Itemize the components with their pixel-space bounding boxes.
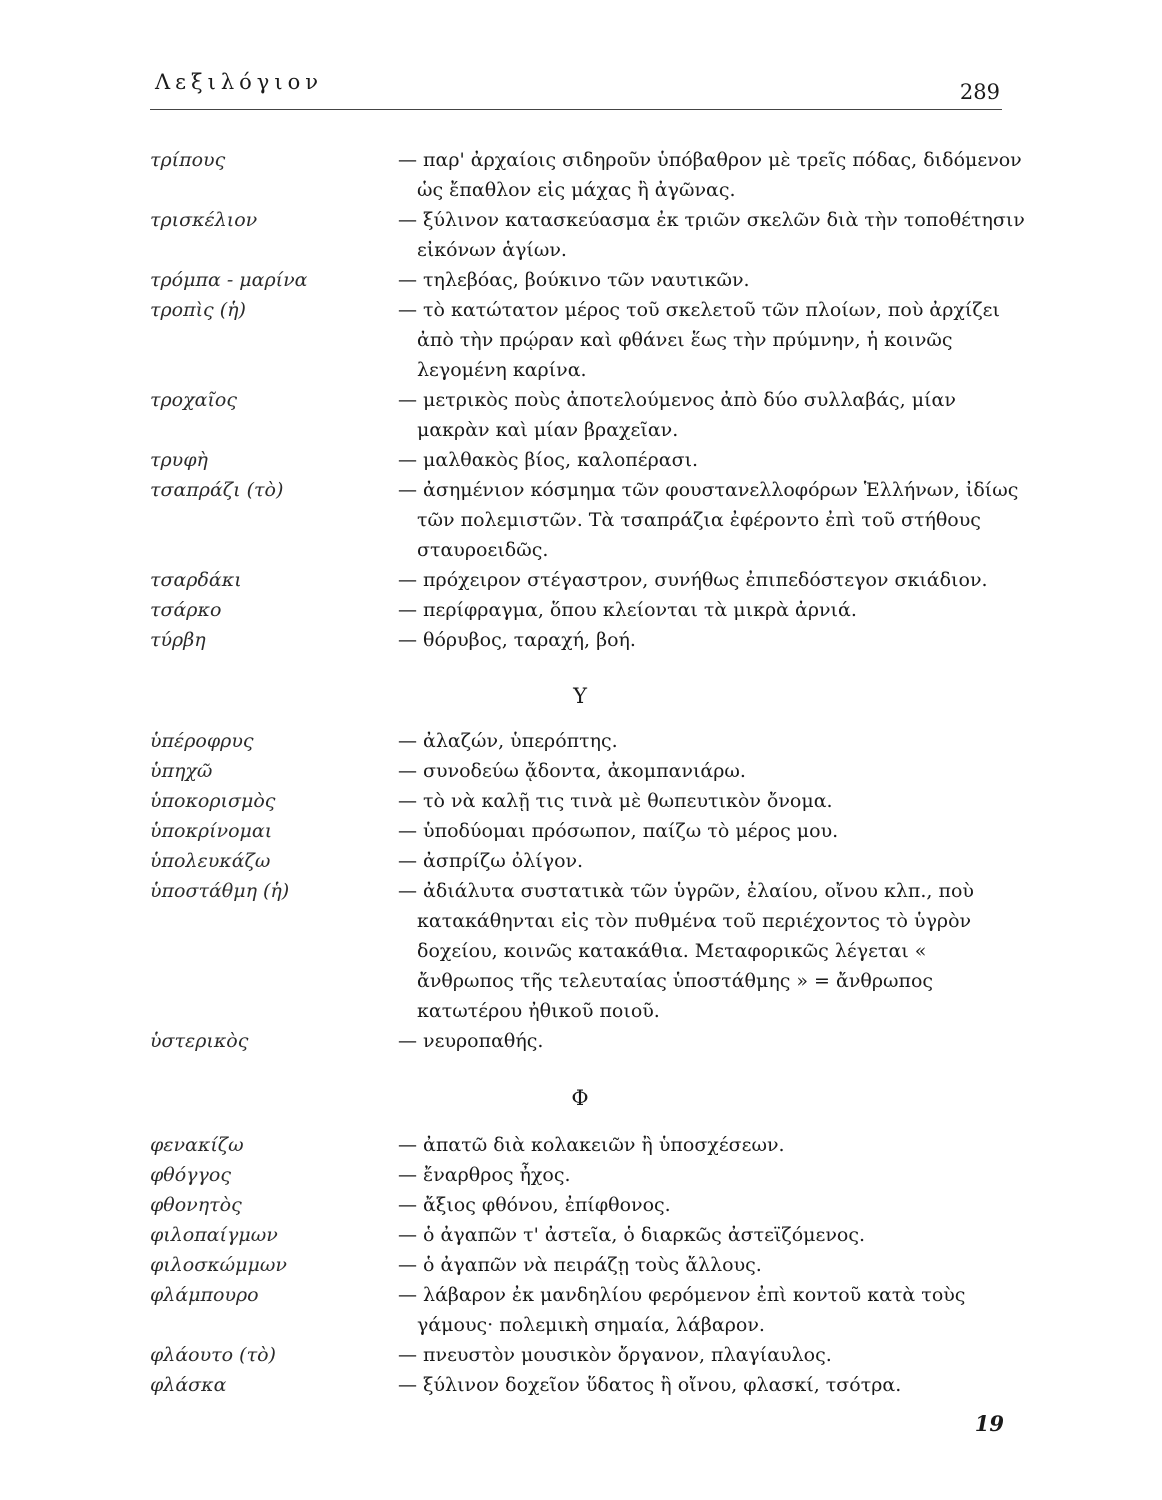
entry-term: φλάσκα <box>150 1374 227 1396</box>
glossary-entry <box>150 756 1010 786</box>
entry-term: τύρβη <box>150 629 206 651</box>
page-number: 289 <box>959 80 1000 104</box>
entry-definition: — ἔναρθρος ἦχος. <box>398 1160 1029 1190</box>
glossary-entry <box>150 1220 1010 1250</box>
entry-term: φενακίζω <box>150 1134 244 1156</box>
entry-term: φθονητὸς <box>150 1194 242 1216</box>
glossary-entry <box>150 385 1010 445</box>
entry-term: ὑποκορισμὸς <box>150 790 276 812</box>
entry-term: τρίπους <box>150 149 226 171</box>
entry-definition: — νευροπαθής. <box>398 1026 1029 1056</box>
entry-definition: — ξύλινον δοχεῖον ὕδατος ἢ οἴνου, φλασκί, τσότρα. <box>398 1370 1029 1400</box>
glossary-entry <box>150 265 1010 295</box>
entry-term: ὑποστάθμη (ἡ) <box>150 880 290 902</box>
header-rule <box>150 109 1002 110</box>
glossary-entry <box>150 1250 1010 1280</box>
glossary-entry <box>150 445 1010 475</box>
glossary-entry <box>150 1160 1010 1190</box>
glossary-entry <box>150 786 1010 816</box>
entry-definition: — πνευστὸν μουσικὸν ὄργανον, πλαγίαυλος. <box>398 1340 1029 1370</box>
letter-heading-upsilon: Υ <box>573 684 587 708</box>
glossary-entry <box>150 475 1019 565</box>
entry-definition: — λάβαρον ἐκ μανδηλίου φερόμενον ἐπὶ κοντοῦ κατὰ τοὺς γάμους· πολεμικὴ σημαία, λάβαρον. <box>398 1280 1029 1340</box>
entry-term: φλάουτο (τὸ) <box>150 1344 276 1366</box>
entry-definition: — ἀσημένιον κόσμημα τῶν φουστανελλοφόρων Ἑλλήνων, ἰδίως τῶν πολεμιστῶν. Τὰ τσαπράζια ἐφέροντο ἐπὶ τοῦ στήθους σταυροειδῶς. <box>398 475 1029 565</box>
entry-term: φθόγγος <box>150 1164 231 1186</box>
glossary-entry <box>150 595 1010 625</box>
section-tau <box>150 145 1025 655</box>
glossary-entry <box>150 145 1022 205</box>
glossary-entry <box>150 1340 1010 1370</box>
entry-definition: — ἀσπρίζω ὀλίγον. <box>398 846 1029 876</box>
glossary-entry <box>150 295 1010 385</box>
entry-definition: — συνοδεύω ᾄδοντα, ἀκομπανιάρω. <box>398 756 1029 786</box>
entry-definition: — μαλθακὸς βίος, καλοπέρασι. <box>398 445 1029 475</box>
glossary-entry <box>150 1370 1010 1400</box>
glossary-entry <box>150 726 1010 756</box>
entry-definition: — πρόχειρον στέγαστρον, συνήθως ἐπιπεδόστεγον σκιάδιον. <box>398 565 1029 595</box>
glossary-entry <box>150 846 1010 876</box>
entry-definition: — ὁ ἀγαπῶν τ' ἀστεῖα, ὁ διαρκῶς ἀστεϊζόμενος. <box>398 1220 1029 1250</box>
glossary-entry <box>150 1130 1010 1160</box>
entry-term: ὑπολευκάζω <box>150 850 271 872</box>
entry-definition: — ἀλαζών, ὑπερόπτης. <box>398 726 1029 756</box>
letter-heading-phi: Φ <box>571 1086 589 1110</box>
entry-term: τρυφὴ <box>150 449 208 471</box>
section-upsilon <box>150 726 1010 1056</box>
glossary-entry <box>150 625 1010 655</box>
entry-term: ὑποκρίνομαι <box>150 820 273 842</box>
entry-term: φιλοπαίγμων <box>150 1224 278 1246</box>
entry-term: τροπὶς (ἡ) <box>150 299 246 321</box>
entry-definition: — θόρυβος, ταραχή, βοή. <box>398 625 1029 655</box>
entry-definition: — ὑποδύομαι πρόσωπον, παίζω τὸ μέρος μου. <box>398 816 1029 846</box>
glossary-entry <box>150 565 1010 595</box>
entry-term: τσαρδάκι <box>150 569 242 591</box>
entry-term: τσαπράζι (τὸ) <box>150 479 284 501</box>
entry-definition: — ἄξιος φθόνου, ἐπίφθονος. <box>398 1190 1029 1220</box>
glossary-entry <box>150 205 1025 265</box>
glossary-entry <box>150 1026 1010 1056</box>
glossary-entry <box>150 876 1010 1026</box>
glossary-entry <box>150 1190 1010 1220</box>
section-phi <box>150 1130 1010 1400</box>
entry-term: τρόμπα - μαρίνα <box>150 269 308 291</box>
entry-term: ὑπέροφρυς <box>150 730 254 752</box>
entry-term: τροχαῖος <box>150 389 237 411</box>
signature-mark: 19 <box>974 1411 1004 1436</box>
entry-definition: — τηλεβόας, βούκινο τῶν ναυτικῶν. <box>398 265 1029 295</box>
entry-definition: — τὸ νὰ καλῇ τις τινὰ μὲ θωπευτικὸν ὄνομα. <box>398 786 1029 816</box>
entry-term: φιλοσκώμμων <box>150 1254 287 1276</box>
entry-definition: — ἀπατῶ διὰ κολακειῶν ἢ ὑποσχέσεων. <box>398 1130 1029 1160</box>
entry-definition: — παρ' ἀρχαίοις σιδηροῦν ὑπόβαθρον μὲ τρεῖς πόδας, διδόμενον ὡς ἔπαθλον εἰς μάχας ἢ ἀγῶνας. <box>398 145 1029 205</box>
entry-definition: — μετρικὸς ποὺς ἀποτελούμενος ἀπὸ δύο συλλαβάς, μίαν μακρὰν καὶ μίαν βραχεῖαν. <box>398 385 1029 445</box>
entry-term: τρισκέλιον <box>150 209 258 231</box>
glossary-entry <box>150 1280 1010 1340</box>
entry-term: ὑπηχῶ <box>150 760 213 782</box>
entry-definition: — ἀδιάλυτα συστατικὰ τῶν ὑγρῶν, ἐλαίου, οἴνου κλπ., ποὺ κατακάθηνται εἰς τὸν πυθμένα τοῦ περιέχοντος τὸ ὑγρὸν δοχείου, κοινῶς κατακάθια. Μεταφορικῶς λέγεται « ἄνθρωπος τῆς τελευταίας ὑποστάθμης » = ἄνθρωπος κατωτέρου ἠθικοῦ ποιοῦ. <box>398 876 1029 1026</box>
entry-term: φλάμπουρο <box>150 1284 259 1306</box>
entry-term: ὑστερικὸς <box>150 1030 249 1052</box>
entry-definition: — ὁ ἀγαπῶν νὰ πειράζῃ τοὺς ἄλλους. <box>398 1250 1029 1280</box>
entry-term: τσάρκο <box>150 599 222 621</box>
entry-definition: — περίφραγμα, ὅπου κλείονται τὰ μικρὰ ἀρνιά. <box>398 595 1029 625</box>
glossary-entry <box>150 816 1010 846</box>
entry-definition: — ξύλινον κατασκεύασμα ἐκ τριῶν σκελῶν διὰ τὴν τοποθέτησιν εἰκόνων ἁγίων. <box>398 205 1029 265</box>
entry-definition: — τὸ κατώτατον μέρος τοῦ σκελετοῦ τῶν πλοίων, ποὺ ἀρχίζει ἀπὸ τὴν πρῴραν καὶ φθάνει ἕως τὴν πρύμνην, ἡ κοινῶς λεγομένη καρίνα. <box>398 295 1029 385</box>
running-head: Λεξιλόγιον <box>155 70 323 94</box>
